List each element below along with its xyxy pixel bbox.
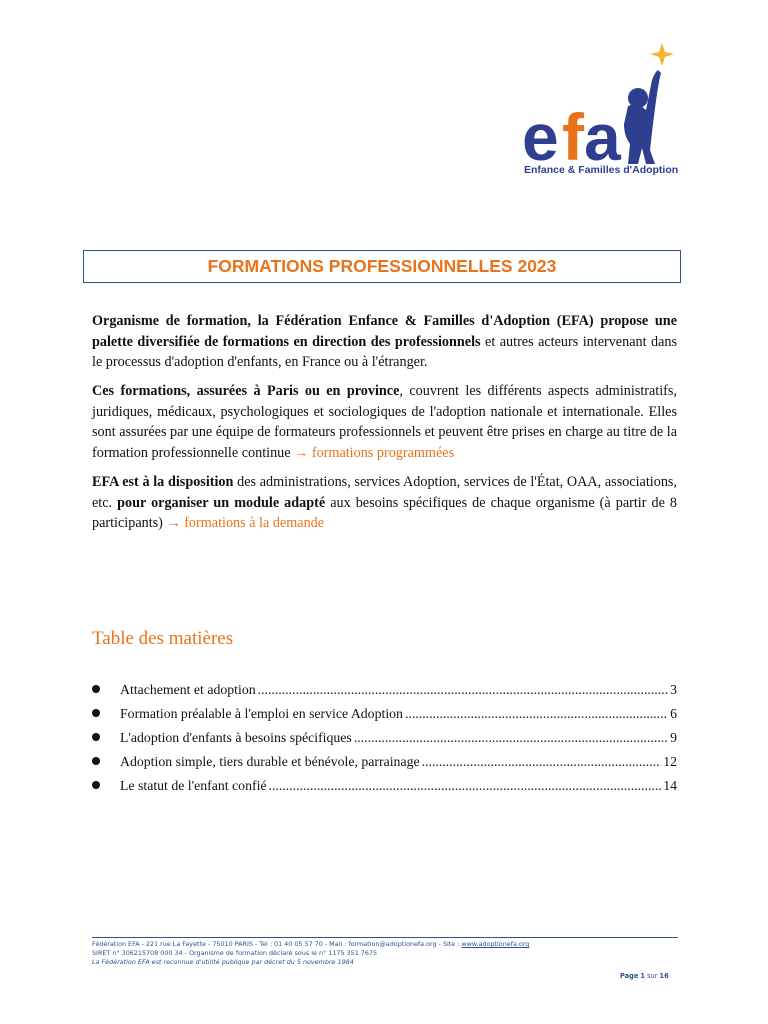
bullet-icon [92, 757, 100, 765]
intro-bold: Organisme de formation, la Fédération Enfance & Familles d'Adoption (EFA) propose une palette diversifiée de formations en direction des professionnels [92, 313, 677, 350]
efa-logo [520, 40, 680, 180]
link-formations-programmees[interactable]: formations programmées [308, 444, 455, 461]
bullet-icon [92, 781, 100, 789]
star-icon [650, 43, 674, 66]
toc-leader [422, 752, 662, 776]
formations-bold: Ces formations, assurées à Paris ou en province [92, 383, 400, 399]
disposition-paragraph [92, 472, 677, 534]
page-title: FORMATIONS PROFESSIONNELLES 2023 [207, 256, 557, 276]
toc-item[interactable] [92, 704, 677, 728]
toc-item-label: Le statut de l'enfant confié [120, 778, 267, 793]
formations-rest: , couvrent les différents aspects administratifs, juridiques, médicaux, psychologiques et sociologiques de l'adoption nationale et internationale. Elles sont assurées par une équipe de formateurs professionnels et peuvent être prises en charge au titre de la formation professionnelle continue [92, 383, 677, 461]
svg-text:f: f [562, 100, 584, 174]
footer-site-link[interactable]: www.adoptionefa.org [461, 940, 530, 948]
bullet-icon [92, 709, 100, 717]
footer-siret: SIRET n° 306215708 000 34 - Organisme de formation déclaré sous le n° 1175 351 7675 [92, 949, 378, 958]
bullet-icon [92, 733, 100, 741]
toc-item[interactable] [92, 728, 677, 752]
logo-caption: Enfance & Familles d'Adoption [524, 164, 679, 176]
disposition-text-1: des administrations, services Adoption, services de l'État, OAA, associations, etc. [92, 474, 677, 511]
page-total: 16 [659, 972, 669, 980]
footer-contact [92, 940, 682, 949]
toc-item-label: L'adoption d'enfants à besoins spécifiques [120, 730, 352, 745]
footer-decree: La Fédération EFA est reconnue d'utilité publique par décret du 5 novembre 1984 [92, 958, 354, 967]
intro-paragraph [92, 311, 677, 373]
toc-item-page: 12 [663, 754, 677, 769]
toc-item[interactable] [92, 776, 677, 800]
page-sep: sur [647, 972, 658, 980]
disposition-bold-1: EFA est à la disposition [92, 474, 234, 490]
toc-item-label: Formation préalable à l'emploi en service Adoption [120, 706, 403, 721]
toc-leader [405, 704, 668, 728]
title-box [83, 250, 681, 283]
toc-item-page: 3 [670, 682, 677, 697]
toc-item-page: 6 [670, 706, 677, 721]
toc-leader [354, 728, 668, 752]
toc-item-page: 9 [670, 730, 677, 745]
page-label: Page [620, 972, 639, 980]
page-number [620, 972, 669, 980]
svg-text:e: e [522, 100, 559, 174]
toc-item[interactable] [92, 752, 677, 776]
formations-paragraph [92, 381, 677, 463]
toc-list [92, 680, 677, 800]
toc-leader [258, 680, 668, 704]
page-current: 1 [640, 972, 645, 980]
footer [92, 940, 682, 968]
disposition-bold-2: pour organiser un module adapté [117, 494, 326, 511]
logo-letters [522, 100, 622, 174]
toc-item-label: Adoption simple, tiers durable et bénévole, parrainage [120, 754, 420, 769]
toc-item[interactable] [92, 680, 677, 704]
toc-item-page: 14 [663, 778, 677, 793]
toc-title: Table des matières [92, 628, 234, 649]
link-formations-a-la-demande[interactable]: formations à la demande [180, 515, 325, 531]
disposition-text-2: aux besoins spécifiques de chaque organisme (à partir de 8 participants) [92, 494, 677, 531]
footer-divider [92, 937, 678, 938]
svg-text:a: a [584, 100, 621, 174]
bullet-icon [92, 685, 100, 693]
child-silhouette [624, 70, 661, 164]
arrow-right-icon: → [294, 444, 309, 461]
intro-rest: et autres acteurs intervenant dans le processus d'adoption d'enfants, en France ou à l'étranger. [92, 333, 678, 370]
toc-leader [269, 776, 662, 800]
arrow-right-icon: → [166, 515, 181, 531]
toc-item-label: Attachement et adoption [120, 682, 256, 697]
footer-contact-text: Fédération EFA - 221 rue La Fayette - 75010 PARIS - Tel : 01 40 05 57 70 - Mail : formation@adoptionefa.org - Site : [92, 940, 462, 948]
